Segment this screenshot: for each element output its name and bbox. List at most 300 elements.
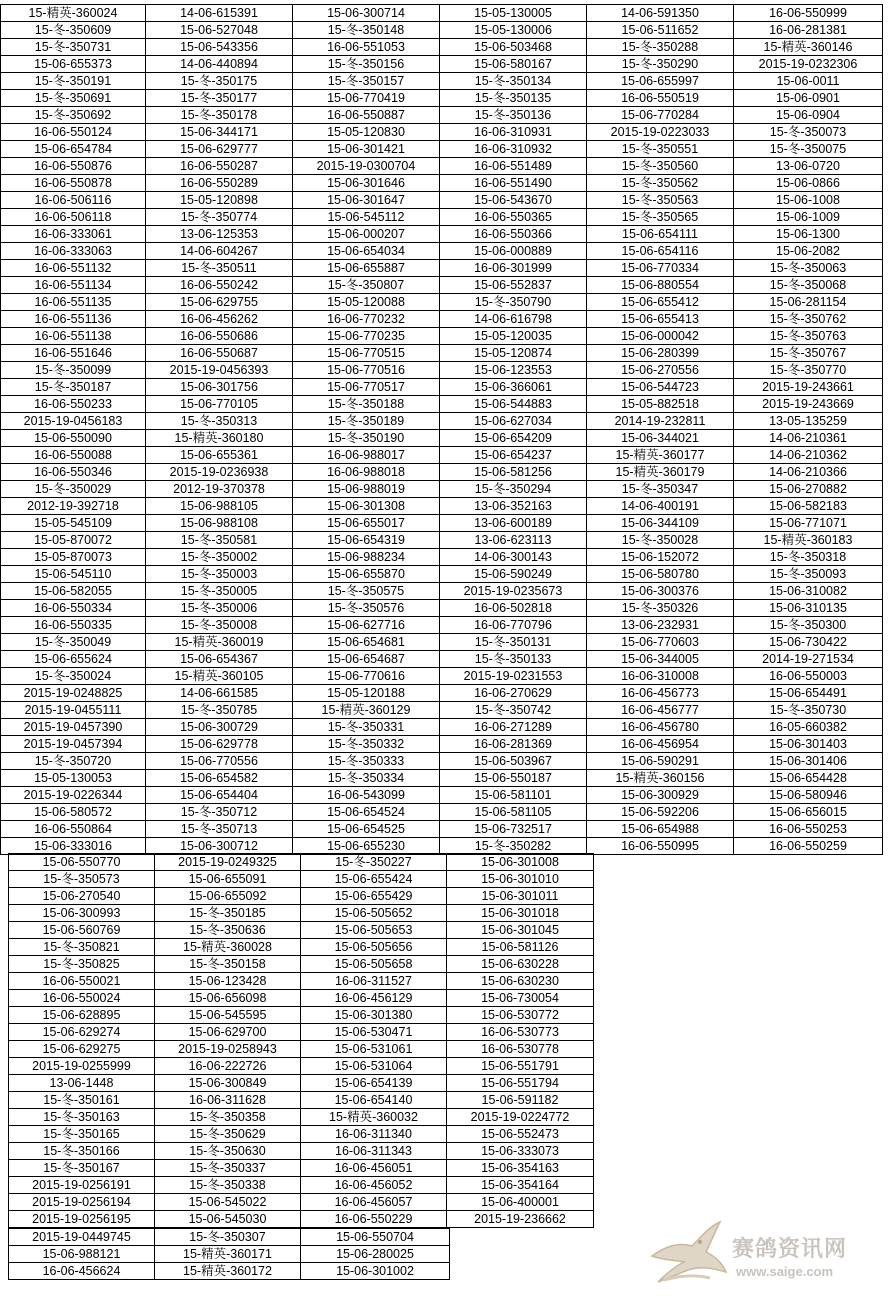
ring-number-cell: 15-冬-350300: [734, 617, 883, 634]
ring-number-cell: 15-05-120035: [440, 328, 587, 345]
ring-number-cell: 13-06-623113: [440, 532, 587, 549]
ring-number-cell: 16-06-550365: [440, 209, 587, 226]
table-row: [1, 668, 883, 685]
table-row: [1, 498, 883, 515]
ring-number-cell: 15-06-301011: [447, 888, 594, 905]
table-row: [1, 753, 883, 770]
ring-number-cell: 16-06-550021: [9, 973, 155, 990]
ring-number-cell: 15-06-655373: [1, 56, 146, 73]
ring-number-cell: 15-06-300376: [587, 583, 734, 600]
ring-number-cell: 15-冬-350636: [155, 922, 301, 939]
table-row: [1, 158, 883, 175]
ring-number-cell: 15-06-000207: [293, 226, 440, 243]
ring-number-cell: 15-精英-360177: [587, 447, 734, 464]
table-row: [1, 532, 883, 549]
ring-number-cell: 15-06-580572: [1, 804, 146, 821]
ring-number-cell: 15-06-544883: [440, 396, 587, 413]
ring-number-cell: 15-精英-360183: [734, 532, 883, 549]
ring-number-cell: 15-06-656015: [734, 804, 883, 821]
ring-number-cell: 15-06-0904: [734, 107, 883, 124]
ring-number-cell: 15-精英-360180: [146, 430, 293, 447]
ring-number-cell: 16-06-311343: [301, 1143, 447, 1160]
table-row: [9, 1126, 594, 1143]
ring-number-cell: 15-06-629274: [9, 1024, 155, 1041]
ring-number-cell: 15-精英-360172: [155, 1263, 301, 1280]
ring-number-cell: 15-冬-350692: [1, 107, 146, 124]
ring-number-cell: 15-06-123428: [155, 973, 301, 990]
ring-number-cell: 15-06-770517: [293, 379, 440, 396]
ring-number-cell: 15-05-870072: [1, 532, 146, 549]
pigeon-logo-icon: [648, 1216, 732, 1288]
ring-number-cell: 15-冬-350175: [146, 73, 293, 90]
table-row: [1, 22, 883, 39]
ring-number-cell: 2015-19-0248825: [1, 685, 146, 702]
ring-number-cell: 15-冬-350075: [734, 141, 883, 158]
ring-number-cell: 14-06-604267: [146, 243, 293, 260]
ring-number-cell: 15-冬-350134: [440, 73, 587, 90]
ring-number-cell: 15-06-732517: [440, 821, 587, 838]
ring-number-cell: 15-06-550770: [9, 854, 155, 871]
ring-number-cell: 15-06-654140: [301, 1092, 447, 1109]
ring-number-cell: 15-06-344005: [587, 651, 734, 668]
table-row: [1, 719, 883, 736]
ring-number-cell: 15-06-301018: [447, 905, 594, 922]
ring-number-cell: 15-精英-360032: [301, 1109, 447, 1126]
ring-number-cell: 15-06-511652: [587, 22, 734, 39]
ring-number-cell: 15-06-654524: [293, 804, 440, 821]
ring-number-cell: 15-冬-350629: [155, 1126, 301, 1143]
ring-number-cell: 14-06-400191: [587, 498, 734, 515]
ring-number-cell: 15-冬-350073: [734, 124, 883, 141]
ring-number-cell: 16-06-551136: [1, 311, 146, 328]
ring-number-cell: 15-冬-350028: [587, 532, 734, 549]
ring-number-cell: 16-06-311340: [301, 1126, 447, 1143]
ring-number-cell: 15-06-551794: [447, 1075, 594, 1092]
ring-number-cell: 2015-19-0456393: [146, 362, 293, 379]
ring-number-cell: 2015-19-0300704: [293, 158, 440, 175]
ring-number-cell: 15-06-627034: [440, 413, 587, 430]
ring-number-cell: 15-冬-350049: [1, 634, 146, 651]
ring-number-cell: 16-06-311628: [155, 1092, 301, 1109]
ring-number-cell: 15-冬-350290: [587, 56, 734, 73]
ring-number-cell: 2015-19-0232306: [734, 56, 883, 73]
ring-number-cell: 16-06-506118: [1, 209, 146, 226]
ring-number-cell: 15-精英-360179: [587, 464, 734, 481]
ring-number-cell: 16-06-550687: [146, 345, 293, 362]
ring-number-cell: 15-06-654687: [293, 651, 440, 668]
ring-number-cell: 15-冬-350551: [587, 141, 734, 158]
table-row: [9, 956, 594, 973]
ring-number-cell: 16-06-301999: [440, 260, 587, 277]
ring-number-cell: 16-06-550686: [146, 328, 293, 345]
ring-number-cell: 15-06-654111: [587, 226, 734, 243]
ring-number-cell: 2015-19-0223033: [587, 124, 734, 141]
ring-number-cell: 15-06-550090: [1, 430, 146, 447]
ring-number-cell: 16-06-551134: [1, 277, 146, 294]
ring-number-cell: 15-06-655413: [587, 311, 734, 328]
ring-number-cell: 16-06-543099: [293, 787, 440, 804]
ring-number-cell: 15-冬-350326: [587, 600, 734, 617]
ring-number-cell: 15-冬-350560: [587, 158, 734, 175]
ring-number-cell: 15-06-551791: [447, 1058, 594, 1075]
ring-number-cell: 13-06-232931: [587, 617, 734, 634]
ring-number-cell: 2015-19-0256191: [9, 1177, 155, 1194]
ring-number-cell: 15-06-545595: [155, 1007, 301, 1024]
ring-number-cell: 15-冬-350825: [9, 956, 155, 973]
ring-number-cell: 14-06-440894: [146, 56, 293, 73]
ring-number-cell: 15-冬-350178: [146, 107, 293, 124]
ring-number-cell: 14-06-591350: [587, 5, 734, 22]
ring-number-cell: 16-06-550335: [1, 617, 146, 634]
ring-number-cell: 15-精英-360019: [146, 634, 293, 651]
ring-number-cell: 15-06-366061: [440, 379, 587, 396]
ring-number-cell: 13-06-1448: [9, 1075, 155, 1092]
ring-number-cell: 16-06-456262: [146, 311, 293, 328]
ring-number-cell: 15-冬-350630: [155, 1143, 301, 1160]
ring-number-cell: 15-06-629700: [155, 1024, 301, 1041]
table-row: [1, 770, 883, 787]
table-row: [1, 787, 883, 804]
ring-number-cell: 15-冬-350691: [1, 90, 146, 107]
table-row: [9, 1160, 594, 1177]
ring-number-cell: 15-冬-350332: [293, 736, 440, 753]
table-row: [1, 685, 883, 702]
ring-number-cell: 15-06-545112: [293, 209, 440, 226]
table-row: [9, 1058, 594, 1075]
ring-number-cell: 15-06-654988: [587, 821, 734, 838]
ring-number-cell: 15-06-123553: [440, 362, 587, 379]
ring-number-cell: 15-06-880554: [587, 277, 734, 294]
ring-number-cell: 15-06-301647: [293, 192, 440, 209]
ring-number-cell: 2015-19-0457394: [1, 736, 146, 753]
table-row: [1, 549, 883, 566]
ring-number-cell: 15-06-654404: [146, 787, 293, 804]
ring-number-cell: 15-冬-350188: [293, 396, 440, 413]
ring-number-cell: 15-06-503967: [440, 753, 587, 770]
ring-number-cell: 15-冬-350165: [9, 1126, 155, 1143]
ring-number-cell: 2015-19-0236938: [146, 464, 293, 481]
table-row: [1, 226, 883, 243]
table-row: [9, 1194, 594, 1211]
ring-number-cell: 15-06-300729: [146, 719, 293, 736]
ring-number-cell: 15-06-301380: [301, 1007, 447, 1024]
ring-number-cell: 15-06-770284: [587, 107, 734, 124]
ring-number-cell: 15-冬-350609: [1, 22, 146, 39]
ring-number-cell: 16-06-271289: [440, 719, 587, 736]
ring-number-cell: 15-精英-360171: [155, 1246, 301, 1263]
ring-number-cell: 15-冬-350068: [734, 277, 883, 294]
ring-number-cell: 15-06-543356: [146, 39, 293, 56]
ring-number-cell: 15-06-655997: [587, 73, 734, 90]
ring-number-cell: 16-06-550088: [1, 447, 146, 464]
ring-number-cell: 15-冬-350024: [1, 668, 146, 685]
ring-number-cell: 15-冬-350227: [301, 854, 447, 871]
table-row: [1, 73, 883, 90]
ring-number-cell: 2015-19-236662: [447, 1211, 594, 1228]
ring-number-cell: 15-冬-350158: [155, 956, 301, 973]
ring-number-cell: 15-精英-360028: [155, 939, 301, 956]
ring-number-cell: 15-06-654209: [440, 430, 587, 447]
ring-number-cell: 15-06-344109: [587, 515, 734, 532]
ring-number-cell: 15-06-770616: [293, 668, 440, 685]
ring-number-cell: 16-06-550287: [146, 158, 293, 175]
table-row: [9, 1143, 594, 1160]
ring-number-cell: 16-06-551138: [1, 328, 146, 345]
ring-number-cell: 15-06-655361: [146, 447, 293, 464]
table-row: [9, 1024, 594, 1041]
ring-number-cell: 15-06-552837: [440, 277, 587, 294]
ring-number-cell: 16-06-550124: [1, 124, 146, 141]
table-row: [9, 1007, 594, 1024]
ring-number-cell: 2015-19-243669: [734, 396, 883, 413]
ring-number-cell: 15-冬-350720: [1, 753, 146, 770]
ring-number-cell: 16-06-550242: [146, 277, 293, 294]
ring-number-cell: 16-06-310931: [440, 124, 587, 141]
ring-number-cell: 15-06-344021: [587, 430, 734, 447]
ring-number-cell: 15-06-1300: [734, 226, 883, 243]
ring-number-cell: 15-冬-350575: [293, 583, 440, 600]
table-row: [1, 583, 883, 600]
ring-number-cell: 15-06-543670: [440, 192, 587, 209]
ring-number-cell: 15-06-770515: [293, 345, 440, 362]
ring-number-cell: 15-06-654428: [734, 770, 883, 787]
ring-number-cell: 15-06-301421: [293, 141, 440, 158]
ring-number-cell: 15-精英-360146: [734, 39, 883, 56]
ring-number-cell: 15-06-281154: [734, 294, 883, 311]
ring-number-cell: 15-冬-350821: [9, 939, 155, 956]
ring-number-cell: 16-06-550253: [734, 821, 883, 838]
ring-number-cell: 15-06-000889: [440, 243, 587, 260]
ring-number-cell: 15-06-655091: [155, 871, 301, 888]
ring-number-cell: 2014-19-271534: [734, 651, 883, 668]
ring-number-cell: 15-06-333073: [447, 1143, 594, 1160]
ring-number-cell: 15-冬-350163: [9, 1109, 155, 1126]
table-row: [1, 39, 883, 56]
table-row: [1, 209, 883, 226]
ring-number-cell: 15-06-655624: [1, 651, 146, 668]
ring-number-cell: 15-06-988019: [293, 481, 440, 498]
ring-number-cell: 15-冬-350763: [734, 328, 883, 345]
ring-number-cell: 15-06-280025: [301, 1246, 450, 1263]
ring-number-cell: 15-冬-350294: [440, 481, 587, 498]
ring-number-cell: 15-05-120830: [293, 124, 440, 141]
ring-number-cell: 15-06-301308: [293, 498, 440, 515]
ring-number-cell: 15-冬-350029: [1, 481, 146, 498]
ring-number-cell: 16-06-310008: [587, 668, 734, 685]
ring-number-cell: 16-06-530778: [447, 1041, 594, 1058]
ring-number-cell: 15-06-656098: [155, 990, 301, 1007]
table-row: [1, 56, 883, 73]
table-row: [1, 175, 883, 192]
ring-number-cell: 16-06-281381: [734, 22, 883, 39]
ring-number-cell: 15-06-152072: [587, 549, 734, 566]
ring-number-cell: 15-冬-350307: [155, 1229, 301, 1246]
ring-number-cell: 15-冬-350730: [734, 702, 883, 719]
ring-number-cell: 15-06-654491: [734, 685, 883, 702]
ring-number-cell: 15-06-988121: [9, 1246, 155, 1263]
ring-number-cell: 15-06-654525: [293, 821, 440, 838]
ring-number-cell: 15-06-581105: [440, 804, 587, 821]
ring-number-cell: 15-冬-350511: [146, 260, 293, 277]
ring-number-cell: 15-06-630230: [447, 973, 594, 990]
table-row: [9, 1092, 594, 1109]
ring-number-cell: 15-冬-350807: [293, 277, 440, 294]
ring-number-cell: 15-冬-350731: [1, 39, 146, 56]
ring-number-cell: 16-06-550334: [1, 600, 146, 617]
ring-number-cell: 15-05-545109: [1, 515, 146, 532]
table-row: [1, 838, 883, 855]
ring-number-cell: 15-冬-350148: [293, 22, 440, 39]
ring-number-cell: 15-06-354163: [447, 1160, 594, 1177]
table-row: [1, 124, 883, 141]
table-row: [9, 905, 594, 922]
ring-number-cell: 15-06-770603: [587, 634, 734, 651]
ring-number-cell: 15-06-0901: [734, 90, 883, 107]
ring-number-cell: 16-06-551489: [440, 158, 587, 175]
ring-number-cell: 15-06-545030: [155, 1211, 301, 1228]
ring-number-cell: 15-冬-350006: [146, 600, 293, 617]
ring-number-cell: 15-冬-350712: [146, 804, 293, 821]
ring-number-cell: 15-冬-350581: [146, 532, 293, 549]
ring-number-cell: 15-06-654319: [293, 532, 440, 549]
ring-number-cell: 15-06-333016: [1, 838, 146, 855]
ring-number-cell: 15-06-545022: [155, 1194, 301, 1211]
ring-number-cell: 15-冬-350005: [146, 583, 293, 600]
ring-number-cell: 15-冬-350337: [155, 1160, 301, 1177]
ring-number-cell: 16-06-530773: [447, 1024, 594, 1041]
ring-number-table-second: [8, 853, 594, 1228]
ring-number-cell: 16-06-550864: [1, 821, 146, 838]
ring-number-cell: 16-06-456052: [301, 1177, 447, 1194]
table-row: [1, 311, 883, 328]
ring-number-cell: 15-06-655230: [293, 838, 440, 855]
table-row: [1, 515, 883, 532]
table-row: [1, 141, 883, 158]
ring-number-cell: 15-冬-350790: [440, 294, 587, 311]
table-row: [1, 736, 883, 753]
ring-number-cell: 15-06-988105: [146, 498, 293, 515]
ring-number-cell: 15-05-120188: [293, 685, 440, 702]
ring-number-cell: 16-06-550024: [9, 990, 155, 1007]
ring-number-cell: 15-06-730054: [447, 990, 594, 1007]
ring-number-cell: 15-05-130005: [440, 5, 587, 22]
ring-number-cell: 15-06-590249: [440, 566, 587, 583]
table-row: [1, 634, 883, 651]
ring-number-cell: 15-06-300712: [146, 838, 293, 855]
ring-number-cell: 15-06-770556: [146, 753, 293, 770]
ring-number-cell: 15-冬-350742: [440, 702, 587, 719]
ring-number-cell: 15-06-530471: [301, 1024, 447, 1041]
ring-number-cell: 15-冬-350774: [146, 209, 293, 226]
ring-number-cell: 15-06-503468: [440, 39, 587, 56]
table-row: [9, 854, 594, 871]
table-row: [1, 600, 883, 617]
ring-number-cell: 16-06-770796: [440, 617, 587, 634]
ring-number-cell: 15-06-988108: [146, 515, 293, 532]
ring-number-cell: 16-06-550259: [734, 838, 883, 855]
ring-number-cell: 15-05-120874: [440, 345, 587, 362]
ring-number-cell: 15-06-300849: [155, 1075, 301, 1092]
ring-number-cell: 15-冬-350576: [293, 600, 440, 617]
table-row: [1, 345, 883, 362]
table-row: [1, 651, 883, 668]
ring-number-cell: 2012-19-392718: [1, 498, 146, 515]
ring-number-cell: 15-冬-350313: [146, 413, 293, 430]
ring-number-cell: 15-06-545110: [1, 566, 146, 583]
ring-number-cell: 15-冬-350099: [1, 362, 146, 379]
ring-number-cell: 16-06-506116: [1, 192, 146, 209]
ring-number-cell: 15-06-629275: [9, 1041, 155, 1058]
ring-number-cell: 16-06-551490: [440, 175, 587, 192]
ring-number-cell: 15-05-120898: [146, 192, 293, 209]
ring-number-cell: 14-06-210361: [734, 430, 883, 447]
ring-number-cell: 15-冬-350785: [146, 702, 293, 719]
ring-number-cell: 15-06-627716: [293, 617, 440, 634]
ring-number-cell: 15-06-530772: [447, 1007, 594, 1024]
ring-number-cell: 15-06-581256: [440, 464, 587, 481]
ring-number-cell: 16-06-550995: [587, 838, 734, 855]
ring-number-cell: 15-精英-360024: [1, 5, 146, 22]
ring-number-cell: 15-06-301002: [301, 1263, 450, 1280]
table-row: [9, 1177, 594, 1194]
ring-number-cell: 16-06-333063: [1, 243, 146, 260]
ring-number-cell: 15-冬-350136: [440, 107, 587, 124]
table-row: [1, 821, 883, 838]
ring-number-cell: 15-冬-350177: [146, 90, 293, 107]
ring-number-cell: 13-05-135259: [734, 413, 883, 430]
ring-number-cell: 15-冬-350003: [146, 566, 293, 583]
ring-number-cell: 15-06-988234: [293, 549, 440, 566]
ring-number-cell: 15-冬-350189: [293, 413, 440, 430]
table-row: [1, 379, 883, 396]
ring-number-cell: 15-冬-350338: [155, 1177, 301, 1194]
ring-number-cell: 15-冬-350190: [293, 430, 440, 447]
ring-number-cell: 2014-19-232811: [587, 413, 734, 430]
ring-number-cell: 13-06-0720: [734, 158, 883, 175]
ring-number-cell: 16-06-270629: [440, 685, 587, 702]
ring-number-cell: 15-冬-350573: [9, 871, 155, 888]
table-row: [1, 294, 883, 311]
ring-number-cell: 15-冬-350282: [440, 838, 587, 855]
ring-number-cell: 15-06-655017: [293, 515, 440, 532]
table-row: [9, 871, 594, 888]
ring-number-cell: 15-冬-350334: [293, 770, 440, 787]
ring-number-cell: 15-06-301646: [293, 175, 440, 192]
ring-number-cell: 16-06-550346: [1, 464, 146, 481]
table-row: [1, 107, 883, 124]
ring-number-cell: 16-06-311527: [301, 973, 447, 990]
ring-number-cell: 14-06-616798: [440, 311, 587, 328]
ring-number-cell: 15-06-505653: [301, 922, 447, 939]
ring-number-cell: 15-冬-350157: [293, 73, 440, 90]
ring-number-table-third: [8, 1228, 450, 1280]
ring-number-cell: 15-06-654237: [440, 447, 587, 464]
ring-number-cell: 15-冬-350333: [293, 753, 440, 770]
ring-number-cell: 15-冬-350185: [155, 905, 301, 922]
table-row: [1, 702, 883, 719]
ring-number-cell: 16-06-281369: [440, 736, 587, 753]
ring-number-cell: 15-06-1009: [734, 209, 883, 226]
table-row: [9, 1229, 450, 1246]
ring-number-cell: 16-06-333061: [1, 226, 146, 243]
ring-number-cell: 15-06-591182: [447, 1092, 594, 1109]
table-row: [9, 922, 594, 939]
ring-number-cell: 15-06-730422: [734, 634, 883, 651]
ring-number-cell: 14-06-661585: [146, 685, 293, 702]
ring-number-cell: 16-06-222726: [155, 1058, 301, 1075]
ring-number-cell: 15-06-301010: [447, 871, 594, 888]
ring-number-cell: 15-冬-350093: [734, 566, 883, 583]
